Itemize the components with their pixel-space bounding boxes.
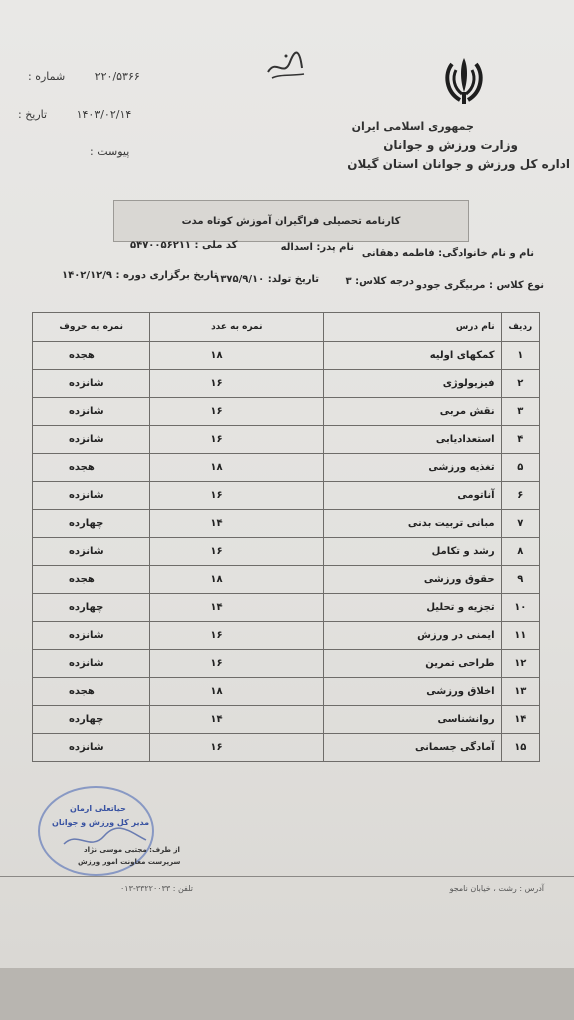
- course-name: آناتومی: [324, 482, 501, 510]
- grade-number: ۱۸: [150, 454, 324, 482]
- footer-address: آدرس : رشت ، خیابان نامجو: [449, 884, 544, 893]
- footer-phone: تلفن : ۳۳۲۲۰۰۳۳-۰۱۳: [120, 884, 193, 893]
- grade-number: ۱۸: [150, 678, 324, 706]
- letter-number-label: شماره :: [28, 70, 66, 83]
- grade-row: [33, 454, 540, 482]
- desk-surface: [0, 968, 574, 1020]
- grade-words: هجده: [33, 454, 150, 482]
- student-name-value: فاطمه دهقانی: [361, 248, 435, 259]
- sign-line-1: از طرف: مجتبی موسی نژاد: [84, 846, 180, 854]
- stamp-line-2: مدیر کل ورزش و جوانان: [52, 818, 150, 827]
- row-index: ۱: [501, 342, 539, 370]
- grade-words: شانزده: [33, 398, 150, 426]
- grades-header-row: [33, 313, 540, 342]
- letter-date-value: ۱۴۰۳/۰۲/۱۴: [76, 108, 132, 121]
- birth-date-row: [214, 274, 319, 285]
- course-name: تغذیه ورزشی: [324, 454, 501, 482]
- row-index: ۸: [501, 538, 539, 566]
- course-name: حقوق ورزشی: [324, 566, 501, 594]
- grade-words: هجده: [33, 342, 150, 370]
- report-title: کارنامه تحصیلی فراگیران آموزش کوتاه مدت: [113, 200, 469, 242]
- grades-table: [32, 312, 540, 762]
- header-index: ردیف: [501, 313, 539, 342]
- row-index: ۱۱: [501, 622, 539, 650]
- course-date-label: تاریخ برگزاری دوره :: [115, 270, 218, 281]
- org-line-2: وزارت ورزش و جوانان: [383, 138, 518, 152]
- grade-row: [33, 370, 540, 398]
- header-grade-number: نمره به عدد: [150, 313, 324, 342]
- class-grade-row: [346, 276, 414, 287]
- class-type-row: [416, 280, 544, 291]
- class-type-value: مربیگری جودو: [415, 280, 486, 291]
- grade-number: ۱۶: [150, 622, 324, 650]
- grade-words: هجده: [33, 678, 150, 706]
- header-grade-words: نمره به حروف: [33, 313, 150, 342]
- org-line-3: اداره کل ورزش و جوانان استان گیلان: [347, 157, 570, 171]
- grade-words: شانزده: [33, 650, 150, 678]
- row-index: ۱۳: [501, 678, 539, 706]
- row-index: ۲: [501, 370, 539, 398]
- class-grade-value: ۳: [345, 276, 352, 287]
- grade-words: شانزده: [33, 622, 150, 650]
- grade-words: چهارده: [33, 594, 150, 622]
- row-index: ۱۲: [501, 650, 539, 678]
- course-name: تجزیه و تحلیل: [324, 594, 501, 622]
- letter-number-value: ۲۲۰/۵۳۶۶: [94, 70, 140, 83]
- letter-number: [28, 70, 140, 83]
- course-name: کمکهای اولیه: [324, 342, 501, 370]
- row-index: ۱۴: [501, 706, 539, 734]
- course-name: فیزیولوژی: [324, 370, 501, 398]
- course-name: ایمنی در ورزش: [324, 622, 501, 650]
- course-name: طراحی تمرین: [324, 650, 501, 678]
- grade-row: [33, 426, 540, 454]
- course-name: آمادگی جسمانی: [324, 734, 501, 762]
- course-name: رشد و تکامل: [324, 538, 501, 566]
- national-id-label: کد ملی :: [194, 240, 238, 251]
- course-name: اخلاق ورزشی: [324, 678, 501, 706]
- course-name: روانشناسی: [324, 706, 501, 734]
- footer-divider: [0, 876, 574, 877]
- stamp-line-1: حیاتعلی ارمان: [70, 804, 126, 813]
- national-id-row: [130, 240, 237, 251]
- row-index: ۴: [501, 426, 539, 454]
- grade-number: ۱۴: [150, 510, 324, 538]
- org-line-1: جمهوری اسلامی ایران: [351, 120, 474, 133]
- father-name-value: اسداله: [280, 242, 313, 253]
- letter-date-label: تاریخ :: [18, 108, 48, 121]
- grade-number: ۱۴: [150, 706, 324, 734]
- course-date-value: ۱۴۰۲/۱۲/۹: [62, 270, 113, 281]
- grade-words: شانزده: [33, 482, 150, 510]
- grade-row: [33, 482, 540, 510]
- row-index: ۵: [501, 454, 539, 482]
- student-name-row: [362, 248, 534, 259]
- grade-row: [33, 510, 540, 538]
- father-name-label: نام پدر:: [316, 242, 354, 253]
- grade-number: ۱۴: [150, 594, 324, 622]
- grade-number: ۱۶: [150, 398, 324, 426]
- grade-number: ۱۸: [150, 342, 324, 370]
- course-name: نقش مربی: [324, 398, 501, 426]
- grade-words: شانزده: [33, 538, 150, 566]
- grade-row: [33, 706, 540, 734]
- national-id-value: ۵۴۷۰۰۵۶۲۱۱: [130, 240, 192, 251]
- father-name-row: [281, 242, 354, 253]
- grade-row: [33, 566, 540, 594]
- row-index: ۶: [501, 482, 539, 510]
- row-index: ۷: [501, 510, 539, 538]
- grade-words: هجده: [33, 566, 150, 594]
- grade-words: شانزده: [33, 426, 150, 454]
- birth-date-value: ۱۳۷۵/۹/۱۰: [214, 274, 265, 285]
- course-name: مبانی تربیت بدنی: [324, 510, 501, 538]
- grade-row: [33, 622, 540, 650]
- grade-number: ۱۶: [150, 650, 324, 678]
- class-type-label: نوع کلاس :: [488, 280, 544, 291]
- letter-attachment: پیوست :: [90, 145, 130, 158]
- grade-row: [33, 650, 540, 678]
- iran-emblem-icon: [436, 52, 492, 114]
- grade-row: [33, 734, 540, 762]
- row-index: ۹: [501, 566, 539, 594]
- grade-words: شانزده: [33, 370, 150, 398]
- grade-number: ۱۶: [150, 734, 324, 762]
- course-date-row: [62, 270, 218, 281]
- row-index: ۱۰: [501, 594, 539, 622]
- grade-number: ۱۸: [150, 566, 324, 594]
- grade-row: [33, 538, 540, 566]
- grade-words: چهارده: [33, 706, 150, 734]
- student-name-label: نام و نام خانوادگی:: [438, 248, 534, 259]
- course-name: استعدادیابی: [324, 426, 501, 454]
- row-index: ۳: [501, 398, 539, 426]
- grade-row: [33, 398, 540, 426]
- letter-date: [18, 108, 131, 121]
- signature-mark-icon: [262, 48, 308, 82]
- grade-row: [33, 594, 540, 622]
- sign-line-2: سرپرست معاونت امور ورزش: [78, 858, 181, 866]
- grade-number: ۱۶: [150, 370, 324, 398]
- grade-row: [33, 342, 540, 370]
- header-course-name: نام درس: [324, 313, 501, 342]
- grade-number: ۱۶: [150, 482, 324, 510]
- grade-row: [33, 678, 540, 706]
- row-index: ۱۵: [501, 734, 539, 762]
- grade-words: شانزده: [33, 734, 150, 762]
- grade-words: چهارده: [33, 510, 150, 538]
- birth-date-label: تاریخ تولد:: [267, 274, 319, 285]
- grade-number: ۱۶: [150, 538, 324, 566]
- class-grade-label: درجه کلاس:: [355, 276, 414, 287]
- grade-number: ۱۶: [150, 426, 324, 454]
